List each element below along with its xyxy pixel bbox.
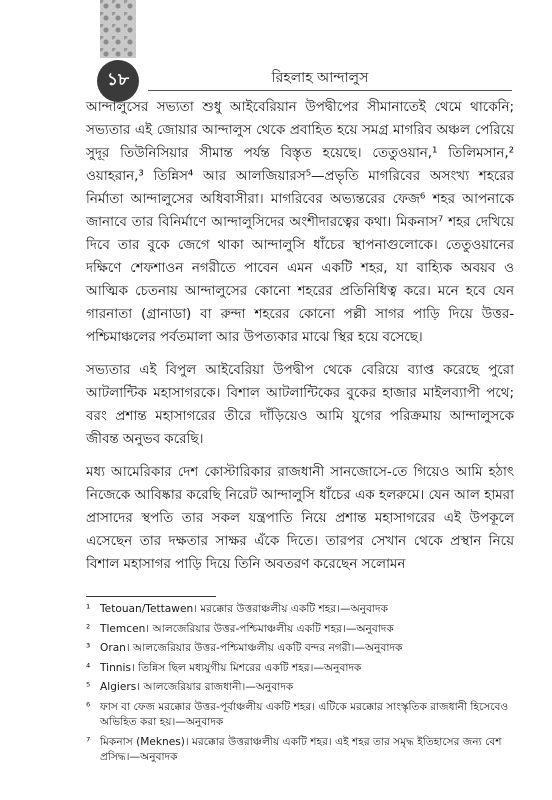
running-title: রিহলাহ আন্দালুস — [271, 70, 369, 86]
paragraph: আন্দালুসের সভ্যতা শুধু আইবেরিয়ান উপদ্বীপের সীমানাতেই থেমে থাকেনি; সভ্যতার এই জোয়ার আন্দালুস থেকে প্রবাহিত হয়ে সমগ্র মাগরিব অঞ্চল পেরিয়ে সুদূর তিউনিসিয়ার সীমান্ত পর্যন্ত বিস্তৃত হয়েছে। তেতুওয়ান,¹ তিলিমসান,² ওয়াহরান,³ তিন্নিস⁴ আর আলজিয়ারস⁵—প্রভৃতি মাগরিবের অসংখ্য শহরের নির্মাতা আন্দালুসের অধিবাসীরা। মাগরিবের অভ্যন্তরের ফেজ⁶ শহর আপনাকে জানাবে তার বিনির্মাণে আন্দালুসিদের অংশীদারত্বের কথা। মিকনাস⁷ শহর দেখিয়ে দিবে তার বুকে জেগে থাকা আন্দালুসি ধাঁচের স্থাপনাগুলোকে। তেতুওয়ানের দক্ষিণে শেফশাওন নগরীতে পাবেন এমন একটি শহর, যা বাহ্যিক অবয়ব ও আত্মিক চেতনায় আন্দালুসের কোনো শহরের প্রতিনিধিত্ব করে। মনে হবে যেন গারনাতা (গ্রানাডা) বা রুন্দা শহরের কোনো পল্লী সাগর পাড়ি দিয়ে উত্তর-পশ্চিমাঞ্চলের পর্বতমালা আর উপত্যকার মাঝে স্থির হয়ে বসেছে। — [86, 99, 514, 345]
footnote-text: Oran। আলজেরিয়ার উত্তর-পশ্চিমাঞ্চলীয় একটি বন্দর নগরী।—অনুবাদক — [100, 642, 403, 654]
footnote-marker: ² — [86, 622, 91, 635]
footnote-marker: ⁶ — [86, 700, 91, 713]
body-text — [86, 96, 514, 586]
footnote — [86, 680, 514, 696]
footnote-text: Algiers। আলজেরিয়ার রাজধানী।—অনুবাদক — [100, 681, 294, 693]
footnote — [86, 735, 514, 766]
decorative-ornament — [100, 0, 136, 58]
footnote-text: মিকনাস (Meknes)। মরক্কোর উত্তরাঞ্চলীয় একটি শহর। এই শহর তার সমৃদ্ধ ইতিহাসের জন্য বেশ প্রসিদ্ধ।—অনুবাদক — [100, 735, 502, 763]
footnote — [86, 641, 514, 657]
paragraph: সভ্যতার এই বিপুল আইবেরিয়া উপদ্বীপ থেকে বেরিয়ে ব্যাপ্ত করেছে পুরো আটলান্টিক মহাসাগরকে। বিশাল আটলান্টিকের বুকের হাজার মাইলব্যাপী পথে; বরং প্রশান্ত মহাসাগরের তীরে দাঁড়িয়েও আমি যুগের পরিক্রমায় আন্দালুসকে জীবন্ত অনুভব করেছি। — [86, 362, 514, 447]
footnote — [86, 602, 514, 618]
footnote — [86, 700, 514, 731]
footnote — [86, 661, 514, 677]
footnote-text: Tetouan/Tettawen। মরক্কোর উত্তরাঞ্চলীয় একটি শহর।—অনুবাদক — [100, 603, 389, 615]
footnote-marker: ⁵ — [86, 681, 91, 693]
paragraph: মধ্য আমেরিকার দেশ কোস্টারিকার রাজধানী সানজোসে-তে গিয়েও আমি হঠাৎ নিজেকে আবিষ্কার করেছি নিরেট আন্দালুসি ধাঁচের এক হলরুমে। যেন আল হামরা প্রাসাদের স্থপতি তার সকল যন্ত্রপাতি নিয়ে প্রশান্ত মহাসাগরের এই উপকূলে এসেছেন তার দক্ষতার সাক্ষর এঁকে দিতে। তারপর সেখান থেকে প্রস্থান নিয়ে বিশাল মহাসাগর পাড়ি দিয়ে তিনি অবতরণ করেছেন সলোমন — [86, 464, 514, 572]
footnote-marker: ¹ — [86, 603, 91, 615]
footnote-text: ফাস বা ফেজ মরক্কোর উত্তর-পূর্বাঞ্চলীয় একটি শহর। এটিকে মরক্কোর সাংস্কৃতিক রাজধানী হিসেবেও অভিহিত করা হয়।—অনুবাদক — [100, 700, 509, 728]
footnote-text: Tinnis। তিন্নিস ছিল মধ্যযুগীয় মিশরের একটি শহর।—অনুবাদক — [100, 661, 362, 674]
header-divider — [148, 90, 512, 91]
footnote-text: Tlemcen। আলজেরিয়ার উত্তর-পশ্চিমাঞ্চলীয় একটি শহর।—অনুবাদক — [100, 622, 394, 635]
footnote-marker: ³ — [86, 642, 91, 654]
page-number: ১৮ — [97, 60, 139, 102]
footnotes — [86, 602, 514, 770]
footnote-marker: ⁷ — [86, 735, 91, 748]
footnote-marker: ⁴ — [86, 661, 91, 674]
footnote-divider — [86, 596, 216, 597]
footnote — [86, 622, 514, 638]
